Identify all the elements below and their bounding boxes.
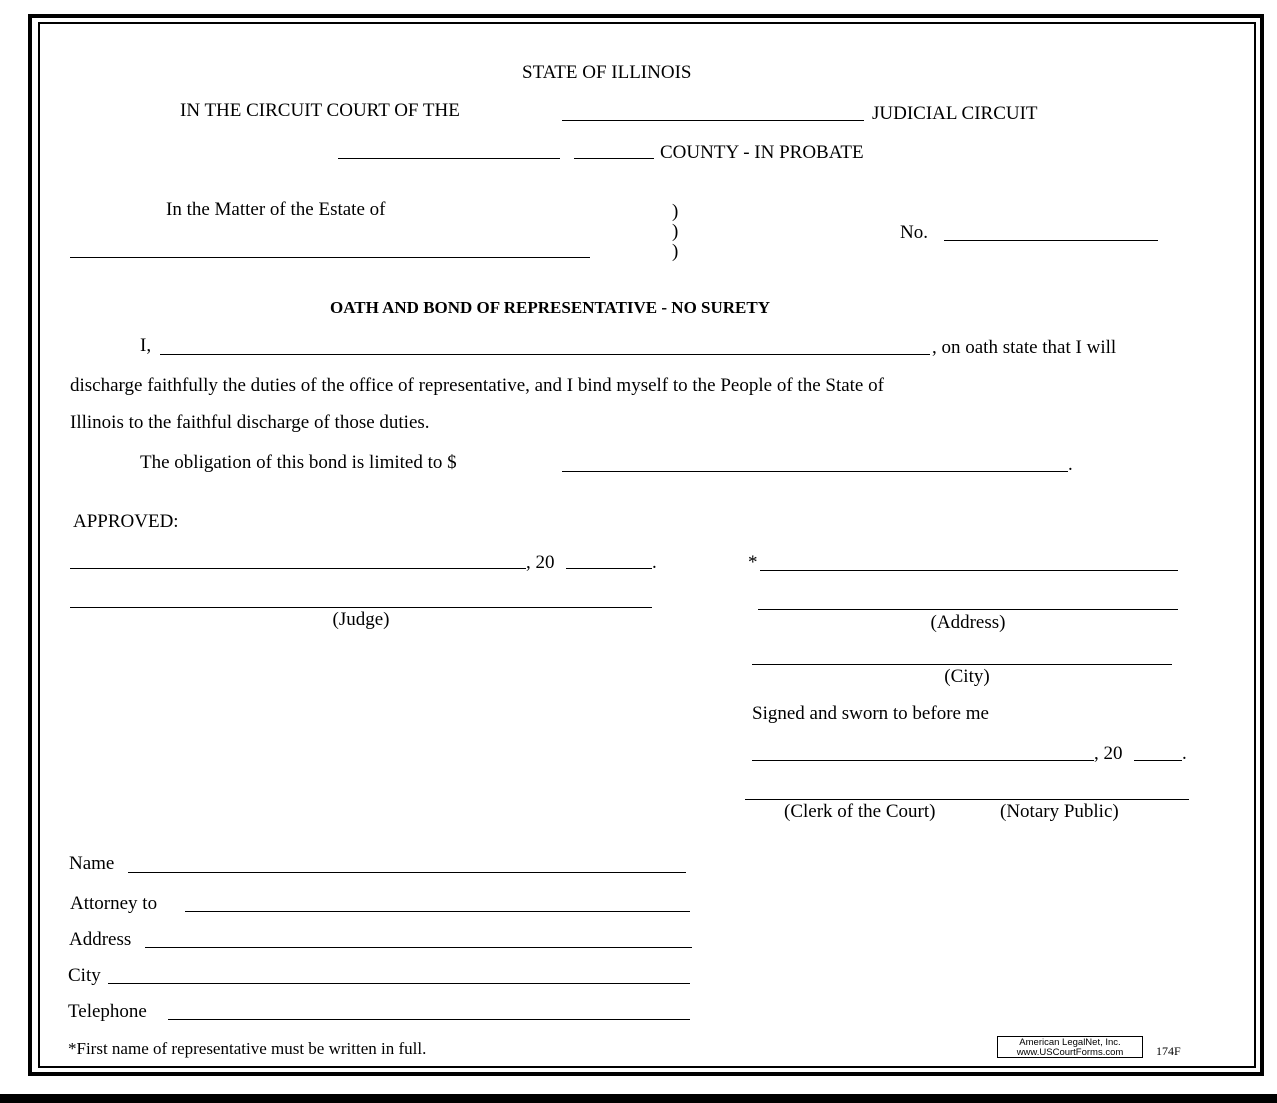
footnote: *First name of representative must be written in full.	[68, 1039, 427, 1058]
caption-paren: )	[672, 221, 679, 242]
county-field[interactable]	[338, 158, 560, 159]
sworn-year-field[interactable]	[1134, 760, 1182, 761]
representative-name-field[interactable]	[160, 354, 930, 355]
approved-label: APPROVED:	[73, 511, 179, 532]
judge-signature-line[interactable]	[70, 607, 652, 608]
signature-asterisk: *	[748, 552, 758, 573]
publisher-credit	[997, 1036, 1143, 1058]
attorney-to-field[interactable]	[185, 911, 690, 912]
matter-label: In the Matter of the Estate of	[166, 199, 386, 220]
address-caption: (Address)	[930, 612, 1006, 633]
attorney-city-label: City	[68, 965, 101, 986]
attorney-address-field[interactable]	[145, 947, 692, 948]
address-line[interactable]	[758, 609, 1178, 610]
obligation-label: The obligation of this bond is limited to $	[140, 452, 457, 473]
publisher-website: www.USCourtForms.com	[1016, 1047, 1124, 1058]
court-prefix: IN THE CIRCUIT COURT OF THE	[180, 100, 460, 121]
case-number-label: No.	[900, 222, 928, 243]
form-title: OATH AND BOND OF REPRESENTATIVE - NO SURETY	[330, 298, 771, 317]
caption-paren: )	[672, 201, 679, 222]
clerk-caption: (Clerk of the Court)	[784, 801, 936, 822]
city-caption: (City)	[944, 666, 990, 687]
county-field-extension[interactable]	[574, 158, 654, 159]
court-suffix: JUDICIAL CIRCUIT	[872, 103, 1038, 124]
sworn-period: .	[1182, 743, 1187, 764]
approval-year-prefix: , 20	[526, 552, 555, 573]
oath-line-2: discharge faithfully the duties of the office of representative, and I bind myself to the People of the State of	[70, 375, 884, 396]
sworn-label: Signed and sworn to before me	[752, 703, 989, 724]
caption-paren: )	[672, 241, 679, 262]
judicial-circuit-field[interactable]	[562, 120, 864, 121]
attorney-name-field[interactable]	[128, 872, 686, 873]
publisher-name: American LegalNet, Inc.	[1019, 1037, 1121, 1048]
notary-caption: (Notary Public)	[1000, 801, 1119, 822]
case-number-field[interactable]	[944, 240, 1158, 241]
attorney-name-label: Name	[69, 853, 115, 874]
county-probate-label: COUNTY - IN PROBATE	[660, 142, 864, 163]
judge-caption: (Judge)	[332, 609, 390, 630]
attorney-to-label: Attorney to	[70, 893, 158, 914]
obligation-period: .	[1068, 454, 1073, 475]
approval-year-field[interactable]	[566, 568, 652, 569]
approval-period: .	[652, 552, 657, 573]
city-line[interactable]	[752, 664, 1172, 665]
form-number: 174F	[1156, 1044, 1181, 1058]
sworn-year-prefix: , 20	[1094, 743, 1123, 764]
attorney-telephone-label: Telephone	[68, 1001, 147, 1022]
attorney-telephone-field[interactable]	[168, 1019, 690, 1020]
clerk-signature-line[interactable]	[745, 799, 1189, 800]
page-bottom-band	[0, 1094, 1277, 1103]
attorney-city-field[interactable]	[108, 983, 690, 984]
representative-signature-line[interactable]	[760, 570, 1178, 571]
bond-amount-field[interactable]	[562, 471, 1068, 472]
sworn-date-field[interactable]	[752, 760, 1094, 761]
estate-name-field[interactable]	[70, 257, 590, 258]
attorney-address-label: Address	[69, 929, 132, 950]
i-label: I,	[140, 335, 152, 356]
oath-line-3: Illinois to the faithful discharge of those duties.	[70, 412, 430, 433]
approval-date-field[interactable]	[70, 568, 526, 569]
state-heading: STATE OF ILLINOIS	[522, 62, 692, 83]
oath-line-1-end: , on oath state that I will	[932, 337, 1117, 358]
